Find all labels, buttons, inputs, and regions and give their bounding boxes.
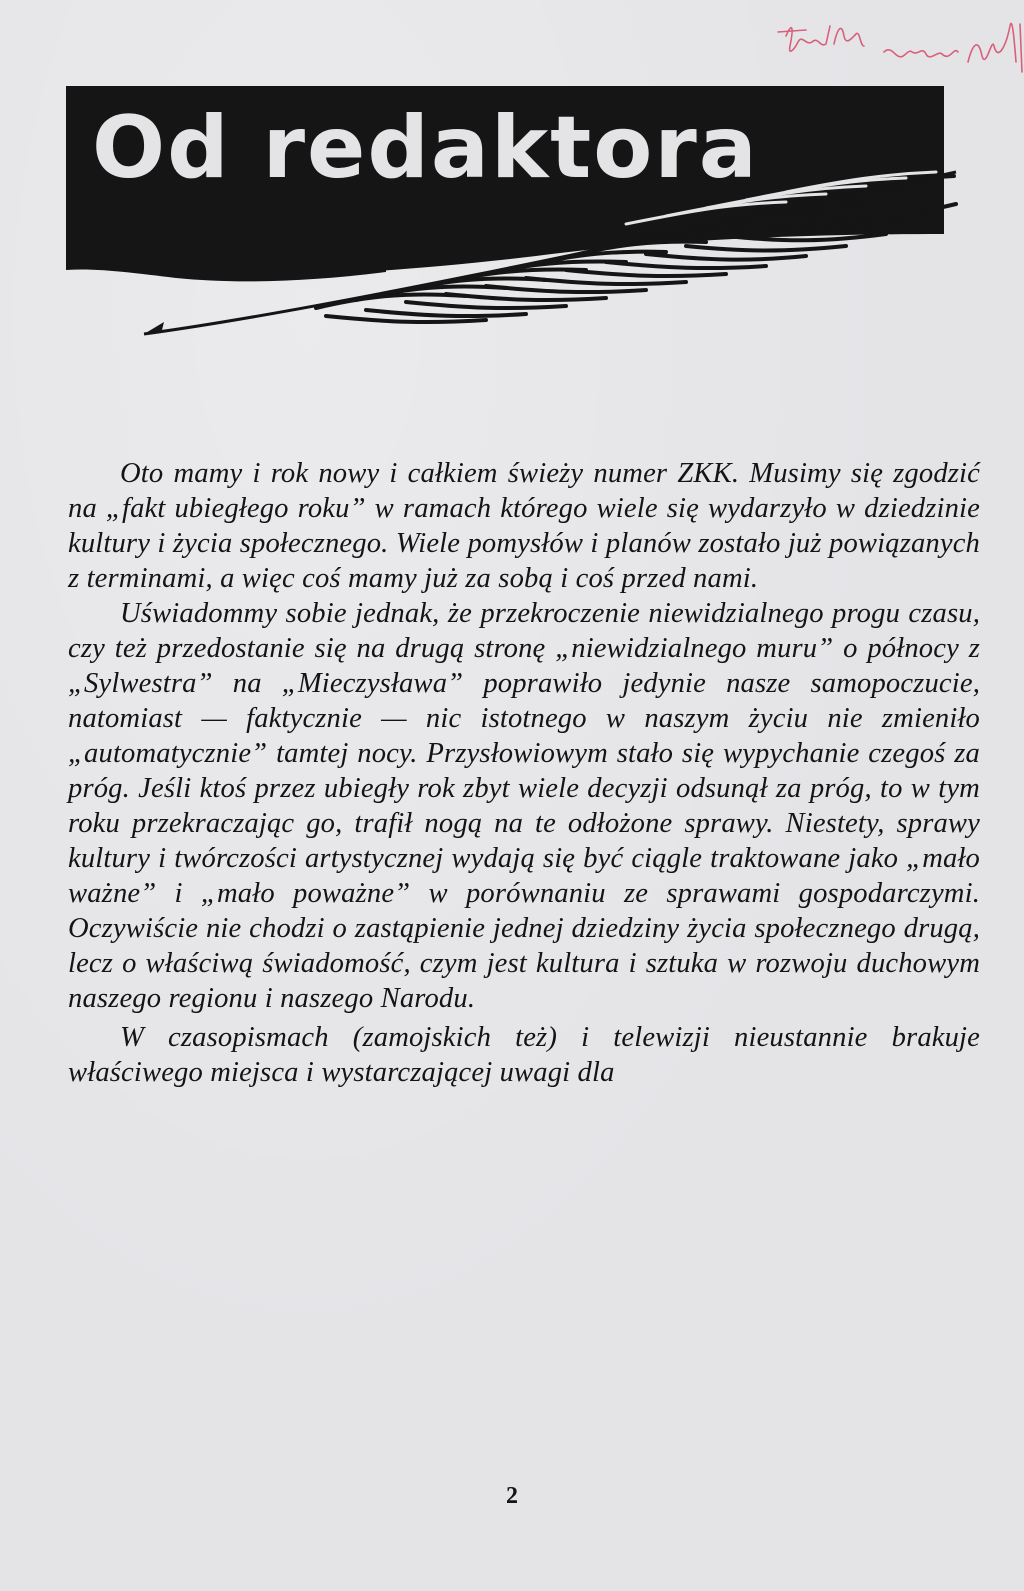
- handwritten-annotation: [772, 6, 1024, 86]
- article-body: [68, 456, 980, 1090]
- page-title: Od redaktora: [92, 98, 759, 198]
- paragraph: Oto mamy i rok nowy i całkiem świeży numer ZKK. Musimy się zgodzić na „fakt ubiegłego roku” w ramach którego wiele się wydarzyło w dziedzinie kultury i życia społecznego. Wiele pomysłów i planów zostało już powiązanych z terminami, a więc coś mamy już za sobą i coś przed nami.: [68, 458, 980, 594]
- page-number: 2: [506, 1483, 518, 1509]
- header-banner: [66, 84, 986, 354]
- paragraph: Uświadommy sobie jednak, że przekroczenie niewidzialnego progu czasu, czy też przedostanie się na drugą stronę „niewidzialnego muru” o północy z „Sylwestra” na „Mieczysława” poprawiło jedynie nasze samopoczucie, natomiast — faktycznie — nic istotnego w naszym życiu nie zmieniło „automatycznie” tamtej nocy. Przysłowiowym stało się wypychanie czegoś za próg. Jeśli ktoś przez ubiegły rok zbyt wiele decyzji odsunął za próg, to w tym roku przekraczając go, trafił nogą na te odłożone sprawy. Niestety, sprawy kultury i twórczości artystycznej wydają się być ciągle traktowane jako „mało ważne” i „mało poważne” w porównaniu ze sprawami gospodarczymi. Oczywiście nie chodzi o zastąpienie jednej dziedziny życia społecznego drugą, lecz o właściwą świadomość, czym jest kultura i sztuka w rozwoju duchowym naszego regionu i naszego Narodu.: [68, 598, 980, 1014]
- paragraph: W czasopismach (zamojskich też) i telewizji nieustannie brakuje właściwego miejsca i wystarczającej uwagi dla: [68, 1022, 980, 1088]
